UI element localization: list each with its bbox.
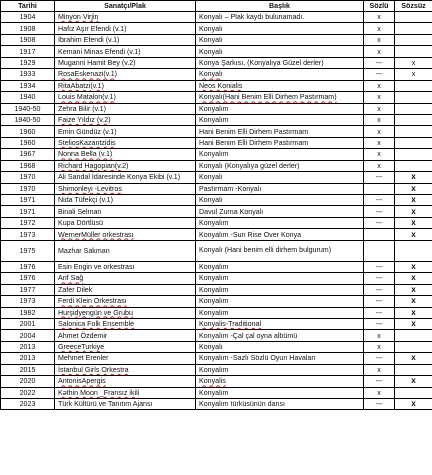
sozlu-cell: ---: [364, 353, 395, 364]
sozlu-cell: x: [364, 364, 395, 375]
year-cell: 1908: [1, 23, 55, 34]
title-cell: Konyalım -Sun Rise Over Konya: [196, 229, 364, 240]
year-cell: 1975: [1, 240, 55, 261]
title-cell: [196, 318, 364, 329]
year-cell: 1977: [1, 284, 55, 295]
title-cell: Konyalı: [196, 46, 364, 57]
artist-cell: Mehmet Erenler: [55, 353, 196, 364]
sozlu-cell: ---: [364, 69, 395, 80]
sozsuz-cell: x: [395, 183, 432, 194]
artist-cell: [55, 69, 196, 80]
header-artist: Sanatçı/Plak: [55, 1, 196, 12]
table-row: [1, 240, 432, 261]
artist-cell-text: Shimonleyi -Levitros: [58, 184, 122, 193]
title-cell-text: Konyalis-Traditional: [199, 320, 262, 329]
year-cell: 1929: [1, 57, 55, 68]
title-cell: Konyalı: [196, 341, 364, 352]
sozlu-cell: ---: [364, 172, 395, 183]
sozsuz-cell: x: [395, 353, 432, 364]
title-cell: Konyalım: [196, 114, 364, 125]
table-row: [1, 160, 432, 171]
sozsuz-cell: x: [395, 206, 432, 217]
artist-cell: [55, 137, 196, 148]
artist-cell-text: Arif Sağ: [58, 274, 84, 283]
artist-cell: Nida Tüfekçi (v.1): [55, 195, 196, 206]
table-row: [1, 126, 432, 137]
title-cell: Konyalım: [196, 284, 364, 295]
sozlu-cell: ---: [364, 307, 395, 318]
table-row: [1, 296, 432, 307]
sozsuz-cell: [395, 23, 432, 34]
table-row: [1, 206, 432, 217]
table-row: [1, 364, 432, 375]
artist-cell: [55, 12, 196, 23]
sozsuz-cell: x: [395, 57, 432, 68]
table-row: [1, 229, 432, 240]
year-cell: 1940-50: [1, 103, 55, 114]
title-cell: Konyalım: [196, 387, 364, 398]
title-cell: Konyalı: [196, 23, 364, 34]
title-cell: Davul Zurna Konyalı: [196, 206, 364, 217]
artist-cell: [55, 149, 196, 160]
artist-cell-text: Faize Yıldız (v.2): [58, 116, 111, 125]
title-cell: Konyalım -Sazlı Sözlü Oyun Havaları: [196, 353, 364, 364]
title-cell: Pastırmam -Konyalı: [196, 183, 364, 194]
year-cell: 1973: [1, 229, 55, 240]
artist-cell: [55, 114, 196, 125]
table-row: [1, 273, 432, 284]
sozsuz-cell: [395, 341, 432, 352]
year-cell: 1973: [1, 296, 55, 307]
year-cell: 2020: [1, 376, 55, 387]
sozsuz-cell: [395, 126, 432, 137]
artist-cell: İbrahim Efendi (v.1): [55, 34, 196, 45]
title-cell: [196, 92, 364, 103]
table-row: [1, 103, 432, 114]
sozlu-cell: ---: [364, 195, 395, 206]
artist-cell-text: RosaEskenazi(v.1): [58, 70, 118, 79]
table-row: [1, 57, 432, 68]
artist-cell: Türk Kültürü ve Tanıtım Ajansı: [55, 399, 196, 410]
table-row: [1, 261, 432, 272]
artist-cell-text: Hurşidyengün ve Grubu: [58, 308, 133, 317]
artist-cell: Mazhar Sakman: [55, 240, 196, 261]
artist-cell: [55, 160, 196, 171]
year-cell: 1970: [1, 172, 55, 183]
artist-cell-text: İstanbul Girls Orkestra: [58, 365, 129, 374]
title-cell: Konyalım: [196, 261, 364, 272]
title-cell: Hani Benim Elli Dirhem Pastırmam: [196, 126, 364, 137]
year-cell: 1904: [1, 12, 55, 23]
table-row: [1, 330, 432, 341]
year-cell: 2023: [1, 399, 55, 410]
year-cell: 2013: [1, 353, 55, 364]
table-row: [1, 34, 432, 45]
sozlu-cell: x: [364, 23, 395, 34]
title-cell: Hani Benim Elli Dirhem Pastırmam: [196, 137, 364, 148]
title-cell: Konyalı – Plak kaydı bulunamadı.: [196, 12, 364, 23]
sozsuz-cell: x: [395, 399, 432, 410]
sozsuz-cell: x: [395, 195, 432, 206]
sozlu-cell: [364, 183, 395, 194]
sozsuz-cell: [395, 12, 432, 23]
year-cell: 1971: [1, 195, 55, 206]
sozlu-cell: [364, 229, 395, 240]
title-cell: [196, 69, 364, 80]
artist-cell: [55, 364, 196, 375]
header-sozsuz: Sözsüz: [395, 1, 432, 12]
year-cell: 1976: [1, 261, 55, 272]
title-cell-text: Neos Konialis: [199, 81, 243, 90]
sozlu-cell: ---: [364, 399, 395, 410]
sozsuz-cell: [395, 160, 432, 171]
sozsuz-cell: x: [395, 318, 432, 329]
table-row: [1, 92, 432, 103]
table-row: [1, 12, 432, 23]
artist-cell-text: Nonna Bella (v.1): [58, 150, 113, 159]
artist-cell: Muganni Hamit Bey (v.2): [55, 57, 196, 68]
sozsuz-cell: x: [395, 307, 432, 318]
sozlu-cell: ---: [364, 296, 395, 307]
artist-cell: Kemani Minas Efendi (v.1): [55, 46, 196, 57]
year-cell: 1976: [1, 273, 55, 284]
artist-cell-text: RitaAbatzi(v.1): [58, 81, 104, 90]
artist-cell: [55, 80, 196, 91]
title-cell: Konyalım -Çal çal oyna albümü: [196, 330, 364, 341]
title-cell: Konyalı: [196, 34, 364, 45]
artist-cell-text: Richard Hagopian(v.2): [58, 161, 129, 170]
year-cell: 1917: [1, 46, 55, 57]
table-row: [1, 23, 432, 34]
table-row: [1, 318, 432, 329]
sozlu-cell: x: [364, 34, 395, 45]
year-cell: 1968: [1, 160, 55, 171]
sozlu-cell: x: [364, 12, 395, 23]
year-cell: 2001: [1, 318, 55, 329]
title-cell-text: Konyalı: [199, 70, 223, 79]
sozsuz-cell: [395, 149, 432, 160]
year-cell: 1960: [1, 126, 55, 137]
artist-cell-text: Louis Matalon(v.1): [58, 93, 116, 102]
title-cell: Konyalım: [196, 296, 364, 307]
table-row: [1, 307, 432, 318]
sozlu-cell: ---: [364, 273, 395, 284]
artist-cell: Esin Engin ve orkestrası: [55, 261, 196, 272]
sozlu-cell: ---: [364, 57, 395, 68]
sozsuz-cell: x: [395, 229, 432, 240]
sozsuz-cell: x: [395, 217, 432, 228]
table-row: [1, 341, 432, 352]
sozlu-cell: ---: [364, 318, 395, 329]
sozsuz-cell: [395, 364, 432, 375]
table-row: [1, 69, 432, 80]
title-cell: Konyalım: [196, 364, 364, 375]
artist-cell-text: Salonica Folk Ensemble: [58, 320, 135, 329]
artist-cell-text: AntonisApergis: [58, 377, 106, 386]
title-cell: Konyalım: [196, 149, 364, 160]
artist-cell: [55, 318, 196, 329]
artist-cell: Hafız Aşır Efendi (v.1): [55, 23, 196, 34]
artist-cell: Zehra Bilir (v.1): [55, 103, 196, 114]
table-row: [1, 353, 432, 364]
artist-cell: Emin Gündüz (v.1): [55, 126, 196, 137]
table-row: [1, 46, 432, 57]
sozsuz-cell: x: [395, 261, 432, 272]
header-row: [1, 1, 432, 12]
sozsuz-cell: [395, 80, 432, 91]
sozlu-cell: x: [364, 46, 395, 57]
sozsuz-cell: [395, 387, 432, 398]
artist-cell: Ahmet Özdemir: [55, 330, 196, 341]
sozlu-cell: x: [364, 160, 395, 171]
title-cell-text: Konyalı(Hani Benim Elli Dirhem Pastırmam): [199, 93, 337, 102]
year-cell: 1940-50: [1, 114, 55, 125]
year-cell: 2015: [1, 364, 55, 375]
sozlu-cell: x: [364, 92, 395, 103]
sozsuz-cell: x: [395, 296, 432, 307]
sozsuz-cell: x: [395, 273, 432, 284]
table-row: [1, 149, 432, 160]
sozlu-cell: x: [364, 341, 395, 352]
table-row: [1, 284, 432, 295]
artist-cell: [55, 229, 196, 240]
artist-cell: Kupa Dörtlüsü: [55, 217, 196, 228]
header-sozlu: Sözlü: [364, 1, 395, 12]
sozlu-cell: [364, 240, 395, 261]
year-cell: 1967: [1, 149, 55, 160]
title-cell: Konyalım: [196, 273, 364, 284]
title-cell: Konyalım: [196, 217, 364, 228]
artist-cell-text: Kəthin Moon _Fransız ikili: [58, 388, 140, 397]
title-cell: [196, 376, 364, 387]
sozsuz-cell: [395, 114, 432, 125]
artist-cell: Zafer Dilek: [55, 284, 196, 295]
title-cell: Konya Şarkısı, (Konyalıya Güzel derler): [196, 57, 364, 68]
sozlu-cell: ---: [364, 376, 395, 387]
artist-cell: [55, 296, 196, 307]
sozsuz-cell: [395, 46, 432, 57]
artist-cell: [55, 376, 196, 387]
year-cell: 1934: [1, 80, 55, 91]
sozlu-cell: x: [364, 330, 395, 341]
sozlu-cell: x: [364, 149, 395, 160]
artist-cell: [55, 387, 196, 398]
artist-cell-text: GreeceTurkiye: [58, 343, 105, 352]
title-cell: Konyalım: [196, 307, 364, 318]
table-row: [1, 376, 432, 387]
sozlu-cell: x: [364, 126, 395, 137]
title-cell-text: Konyalis: [199, 377, 226, 386]
title-cell: Konyalım: [196, 103, 364, 114]
sozlu-cell: x: [364, 80, 395, 91]
artist-cell-text: Ferdi Klein Orkestrası: [58, 297, 127, 306]
sozlu-cell: ---: [364, 206, 395, 217]
sozlu-cell: x: [364, 103, 395, 114]
title-cell: Konyalı (Konyalıya güzel derler): [196, 160, 364, 171]
table-row: [1, 183, 432, 194]
year-cell: 1908: [1, 34, 55, 45]
sozsuz-cell: [395, 330, 432, 341]
artist-cell: [55, 273, 196, 284]
sozsuz-cell: [395, 92, 432, 103]
artist-cell: [55, 92, 196, 103]
sozlu-cell: ---: [364, 261, 395, 272]
title-cell: Konyalı: [196, 172, 364, 183]
year-cell: 1971: [1, 206, 55, 217]
artist-cell: [55, 307, 196, 318]
sozsuz-cell: x: [395, 69, 432, 80]
sozlu-cell: x: [364, 114, 395, 125]
artist-cell: [55, 341, 196, 352]
title-cell: Konyalım türküsünün dansı: [196, 399, 364, 410]
artist-cell: Binali Selman: [55, 206, 196, 217]
artist-cell-text: WernerMüller orkestrası: [58, 230, 134, 239]
sozsuz-cell: x: [395, 376, 432, 387]
year-cell: 2022: [1, 387, 55, 398]
sozsuz-cell: x: [395, 284, 432, 295]
table-body: [1, 12, 432, 410]
year-cell: 2004: [1, 330, 55, 341]
title-cell: [196, 80, 364, 91]
year-cell: 1940: [1, 92, 55, 103]
artist-cell-text: SteliosKazantzidis: [58, 139, 116, 148]
table-row: [1, 137, 432, 148]
table-row: [1, 114, 432, 125]
table-row: [1, 172, 432, 183]
sozlu-cell: ---: [364, 284, 395, 295]
year-cell: 1933: [1, 69, 55, 80]
table-row: [1, 387, 432, 398]
table-row: [1, 217, 432, 228]
title-cell: Konyalı: [196, 195, 364, 206]
table-row: [1, 195, 432, 206]
year-cell: 1982: [1, 307, 55, 318]
sozsuz-cell: x: [395, 172, 432, 183]
artist-cell-text: Minyon Virjin: [58, 13, 99, 22]
header-year: Tarihi: [1, 1, 55, 12]
year-cell: 1960: [1, 137, 55, 148]
table-row: [1, 80, 432, 91]
artist-cell: Ali Sandal İdaresinde Konya Ekibi (v.1): [55, 172, 196, 183]
year-cell: 1970: [1, 183, 55, 194]
title-cell: Konyalı (Hani benim elli dirhem bulgurum): [196, 240, 364, 261]
table-row: [1, 399, 432, 410]
header-title: Başlık: [196, 1, 364, 12]
sozsuz-cell: [395, 103, 432, 114]
year-cell: 2013: [1, 341, 55, 352]
sozsuz-cell: [395, 137, 432, 148]
sozlu-cell: x: [364, 137, 395, 148]
year-cell: 1972: [1, 217, 55, 228]
sozsuz-cell: [395, 240, 432, 261]
sozsuz-cell: [395, 34, 432, 45]
artist-cell: [55, 183, 196, 194]
sozlu-cell: ---: [364, 217, 395, 228]
sozlu-cell: x: [364, 387, 395, 398]
